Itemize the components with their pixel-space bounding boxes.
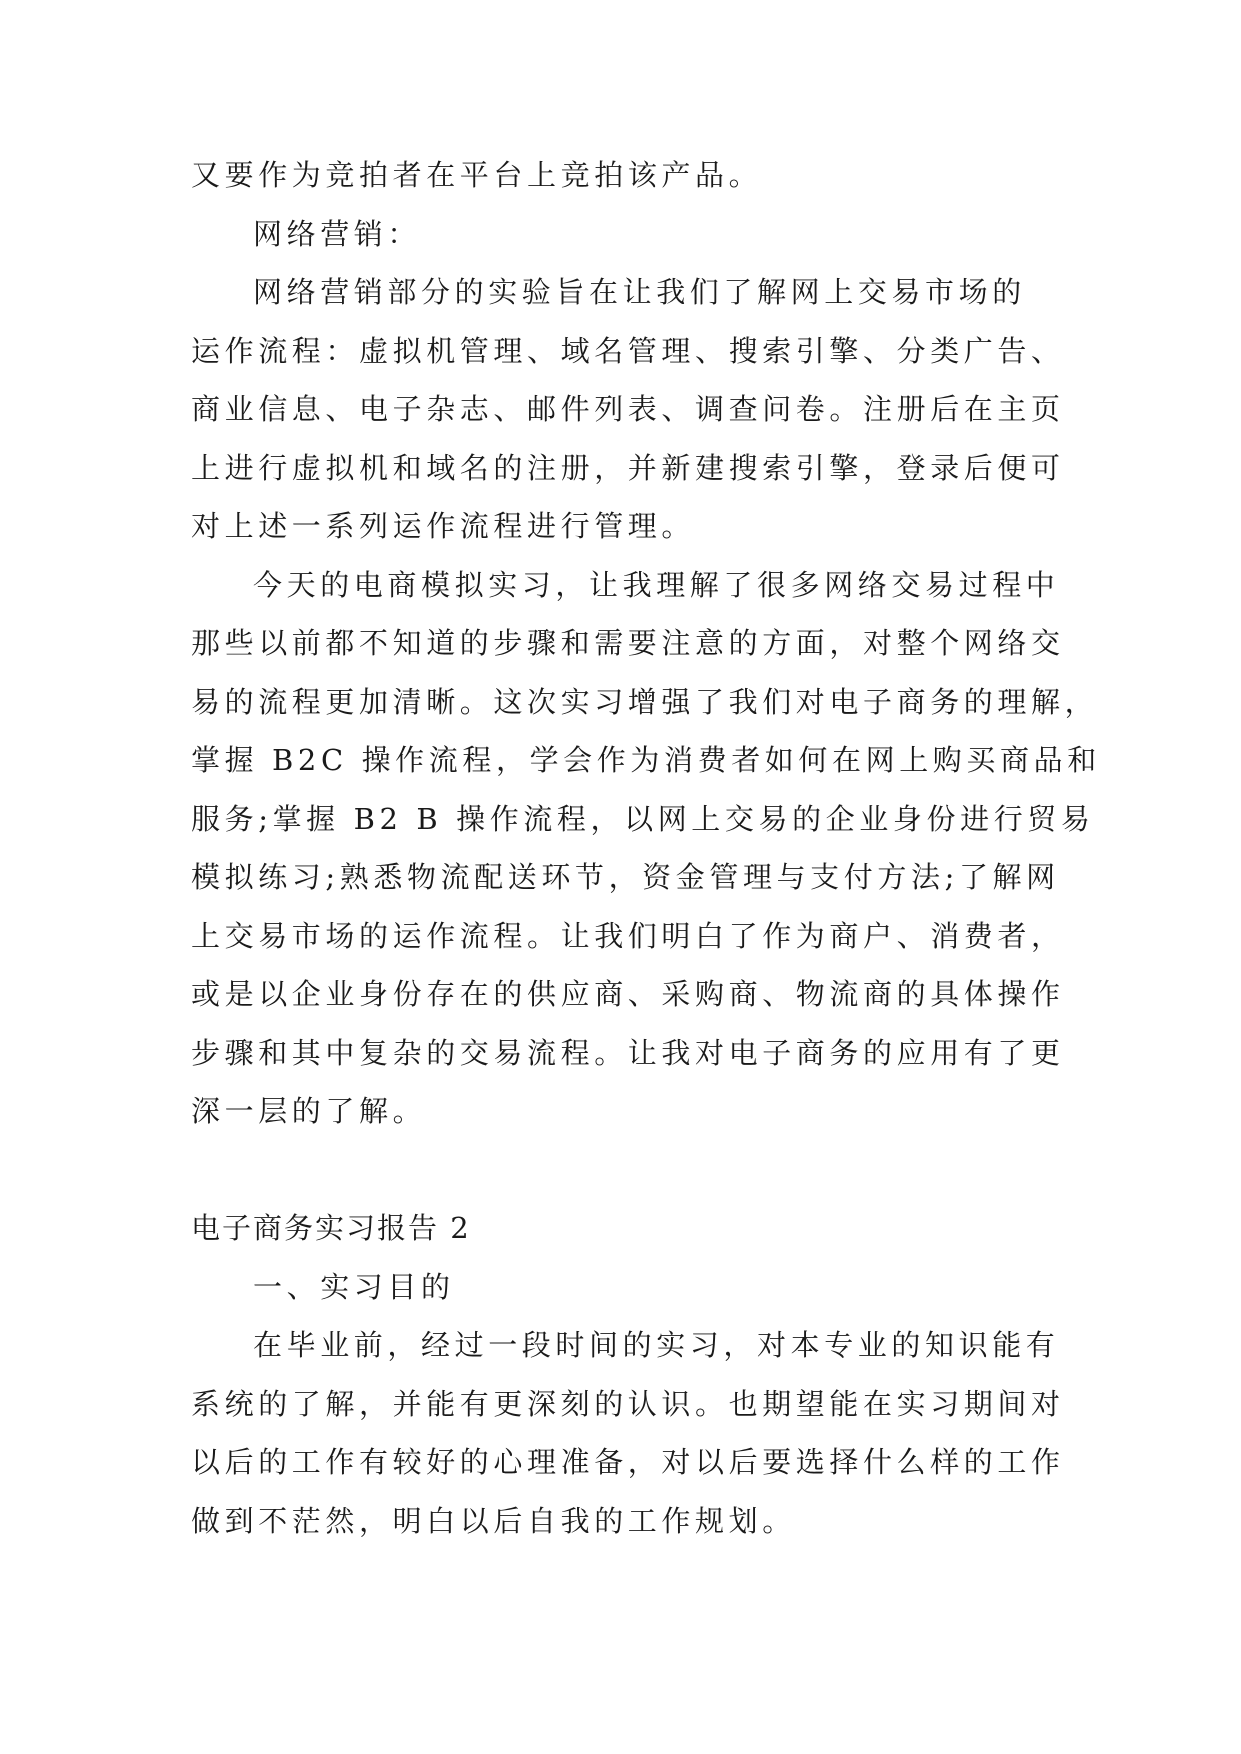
text-line: 或是以企业身份存在的供应商、采购商、物流商的具体操作 (191, 977, 1065, 1011)
text-line: 上进行虚拟机和域名的注册，并新建搜索引擎，登录后便可 (191, 450, 1065, 485)
section-gap (191, 1141, 1061, 1200)
subheading-network-marketing: 网络营销： (253, 216, 422, 251)
text-line: 模拟练习;熟悉物流配送环节，资金管理与支付方法;了解网 (191, 860, 1060, 894)
text-line: 今天的电商模拟实习，让我理解了很多网络交易过程中 (253, 567, 1060, 602)
text-line: 步骤和其中复杂的交易流程。让我对电子商务的应用有了更 (191, 1035, 1065, 1070)
text-line: 在毕业前，经过一段时间的实习，对本专业的知识能有 (253, 1328, 1060, 1362)
text-line: 易的流程更加清晰。这次实习增强了我们对电子商务的理解， (191, 684, 1099, 719)
section-title: 电子商务实习报告 2 (191, 1211, 471, 1245)
text-line: 掌握 B2C 操作流程，学会作为消费者如何在网上购买商品和 (191, 743, 1101, 777)
section-subheading: 一、实习目的 (253, 1269, 455, 1304)
text-line: 系统的了解，并能有更深刻的认识。也期望能在实习期间对 (191, 1386, 1065, 1421)
text-line: 深一层的了解。 (191, 1094, 427, 1128)
text-line: 以后的工作有较好的心理准备，对以后要选择什么样的工作 (191, 1445, 1065, 1479)
text-line: 上交易市场的运作流程。让我们明白了作为商户、消费者， (191, 918, 1065, 953)
text-line: 运作流程：虚拟机管理、域名管理、搜索引擎、分类广告、 (191, 333, 1065, 368)
text-line: 网络营销部分的实验旨在让我们了解网上交易市场的 (253, 275, 1026, 309)
text-line: 做到不茫然，明白以后自我的工作规划。 (191, 1503, 796, 1538)
text-line: 商业信息、电子杂志、邮件列表、调查问卷。注册后在主页 (191, 392, 1065, 426)
text-line: 又要作为竞拍者在平台上竞拍该产品。 (191, 158, 763, 192)
document-page (191, 146, 1101, 1550)
text-line: 对上述一系列运作流程进行管理。 (191, 509, 696, 543)
text-line: 服务;掌握 B2 B 操作流程，以网上交易的企业身份进行贸易 (191, 801, 1095, 836)
text-line: 那些以前都不知道的步骤和需要注意的方面，对整个网络交 (191, 626, 1065, 660)
